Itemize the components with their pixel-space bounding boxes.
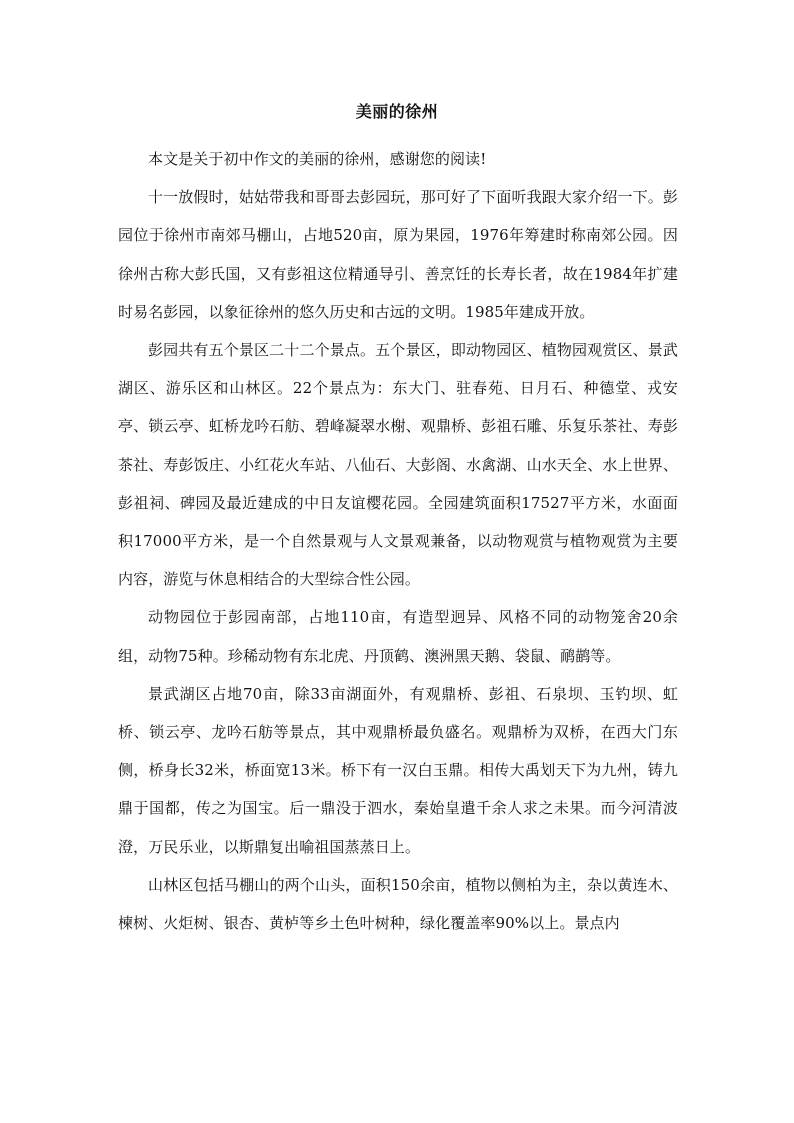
paragraph-pengyuan-location: 十一放假时，姑姑带我和哥哥去彭园玩，那可好了下面听我跟大家介绍一下。彭园位于徐州市南郊马棚山，占地520亩，原为果园，1976年筹建时称南郊公园。因徐州古称大彭氏国，又有彭祖这位精通导引、善烹饪的长寿长者，故在1984年扩建时易名彭园，以象征徐州的悠久历史和古远的文明。1985年建成开放。 [118,188,678,321]
paragraph-intro: 本文是关于初中作文的美丽的徐州，感谢您的阅读! [148,150,487,168]
paragraph-forest-area: 山林区包括马棚山的两个山头，面积150余亩，植物以侧柏为主，杂以黄连木、楝树、火炬树、银杏、黄栌等乡土色叶树种，绿化覆盖率90%以上。景点内 [118,875,678,933]
paragraph-scenic-areas: 彭园共有五个景区二十二个景点。五个景区，即动物园区、植物园观赏区、景武湖区、游乐区和山林区。22个景点为：东大门、驻春苑、日月石、种德堂、戎安亭、锁云亭、虹桥龙吟石舫、碧峰凝翠水榭、观鼎桥、彭祖石雕、乐复乐茶社、寿彭茶社、寿彭饭庄、小红花火车站、八仙石、大彭阁、水禽湖、山水天全、水上世界、彭祖祠、碑园及最近建成的中日友谊樱花园。全园建筑面积17527平方米，水面面积17000平方米，是一个自然景观与人文景观兼备，以动物观赏与植物观赏为主要内容，游览与休息相结合的大型综合性公园。 [118,341,678,589]
paragraph-zoo: 动物园位于彭园南部，占地110亩，有造型迥异、风格不同的动物笼舍20余组，动物75种。珍稀动物有东北虎、丹顶鹤、澳洲黑天鹅、袋鼠、鸸鹋等。 [118,608,678,665]
article-body [118,140,678,942]
page-title: 美丽的徐州 [355,102,439,121]
paragraph-jingwu-lake: 景武湖区占地70亩，除33亩湖面外，有观鼎桥、彭祖、石泉坝、玉钓坝、虹桥、锁云亭、龙吟石舫等景点，其中观鼎桥最负盛名。观鼎桥为双桥，在西大门东侧，桥身长32米，桥面宽13米。桥下有一汉白玉鼎。相传大禹划天下为九州，铸九鼎于国都，传之为国宝。后一鼎没于泗水，秦始皇遣千余人求之未果。而今河清波澄，万民乐业，以斯鼎复出喻祖国蒸蒸日上。 [118,684,678,856]
